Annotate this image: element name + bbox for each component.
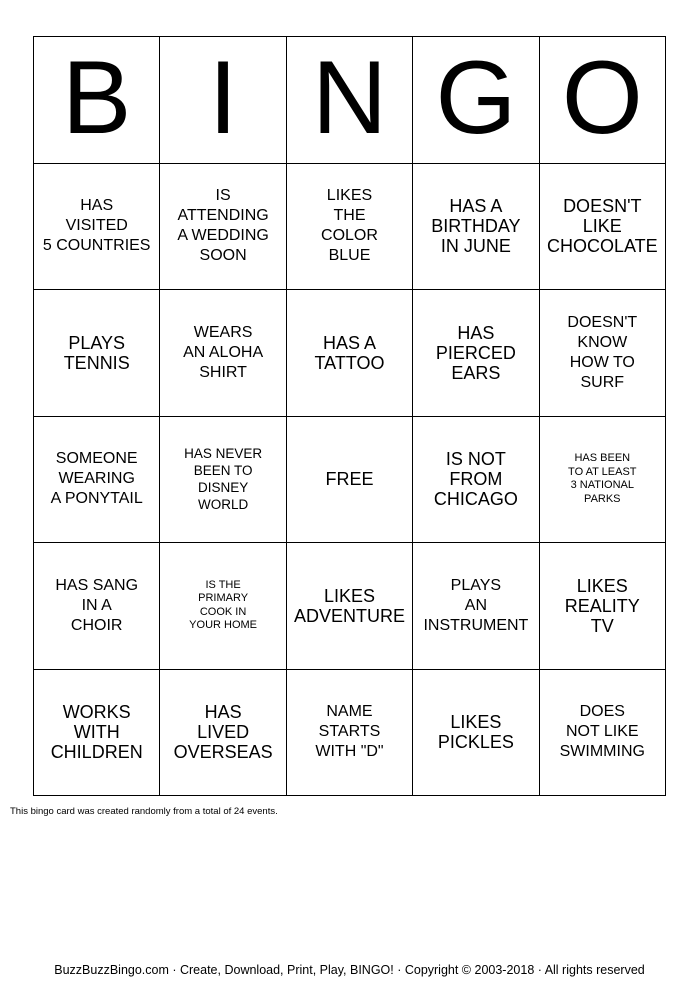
bingo-square: PLAYS TENNIS — [34, 290, 160, 417]
bingo-square: HAS SANG IN A CHOIR — [34, 543, 160, 670]
bingo-square: DOES NOT LIKE SWIMMING — [540, 670, 666, 797]
bingo-header-letter-o: O — [540, 37, 666, 164]
bingo-square: NAME STARTS WITH "D" — [287, 670, 413, 797]
bingo-square: IS ATTENDING A WEDDING SOON — [160, 164, 286, 291]
bingo-square: WEARS AN ALOHA SHIRT — [160, 290, 286, 417]
site-footer: BuzzBuzzBingo.com · Create, Download, Print, Play, BINGO! · Copyright © 2003-2018 · All rights reserved — [54, 963, 645, 977]
bingo-square: HAS NEVER BEEN TO DISNEY WORLD — [160, 417, 286, 544]
bingo-square: LIKES THE COLOR BLUE — [287, 164, 413, 291]
bingo-square: IS THE PRIMARY COOK IN YOUR HOME — [160, 543, 286, 670]
bingo-square: IS NOT FROM CHICAGO — [413, 417, 539, 544]
bingo-square: DOESN'T LIKE CHOCOLATE — [540, 164, 666, 291]
bingo-square: HAS A TATTOO — [287, 290, 413, 417]
bingo-square: LIKES REALITY TV — [540, 543, 666, 670]
bingo-square: HAS A BIRTHDAY IN JUNE — [413, 164, 539, 291]
bingo-card — [33, 36, 666, 796]
bingo-header-letter-n: N — [287, 37, 413, 164]
bingo-square: HAS BEEN TO AT LEAST 3 NATIONAL PARKS — [540, 417, 666, 544]
bingo-free-square: FREE — [287, 417, 413, 544]
bingo-square: HAS VISITED 5 COUNTRIES — [34, 164, 160, 291]
bingo-header-letter-i: I — [160, 37, 286, 164]
bingo-square: DOESN'T KNOW HOW TO SURF — [540, 290, 666, 417]
bingo-square: WORKS WITH CHILDREN — [34, 670, 160, 797]
bingo-square: HAS LIVED OVERSEAS — [160, 670, 286, 797]
card-generation-note: This bingo card was created randomly from a total of 24 events. — [10, 806, 278, 817]
bingo-square: HAS PIERCED EARS — [413, 290, 539, 417]
bingo-square: SOMEONE WEARING A PONYTAIL — [34, 417, 160, 544]
bingo-header-letter-b: B — [34, 37, 160, 164]
bingo-square: LIKES ADVENTURE — [287, 543, 413, 670]
bingo-square: LIKES PICKLES — [413, 670, 539, 797]
bingo-header-letter-g: G — [413, 37, 539, 164]
bingo-square: PLAYS AN INSTRUMENT — [413, 543, 539, 670]
